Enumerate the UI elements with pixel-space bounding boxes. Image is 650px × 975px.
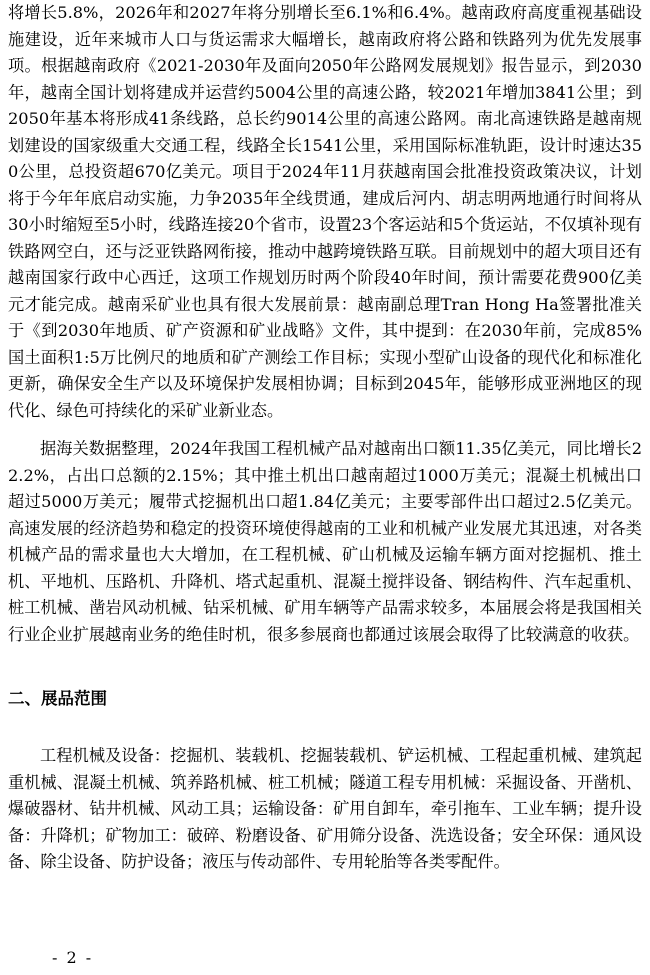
page-number: - 2 - xyxy=(52,948,94,967)
body-paragraph-economy-infrastructure: 将增长5.8%，2026年和2027年将分别增长至6.1%和6.4%。越南政府高度重视基础设施建设，近年来城市人口与货运需求大幅增长，越南政府将公路和铁路列为优先发展事项。根据越南政府《2021-2030年及面向2050年公路网发展规划》报告显示，到2030年，越南全国计划将建成并运营约5004公里的高速公路，较2021年增加3841公里；到2050年基本将形成41条线路，总长约9014公里的高速公路网。南北高速铁路是越南规划建设的国家级重大交通工程，线路全长1541公里，采用国际标准轨距，设计时速达350公里，总投资超670亿美元。项目于2024年11月获越南国会批准投资政策决议，计划将于今年年底启动实施，力争2035年全线贯通，建成后河内、胡志明两地通行时间将从30小时缩短至5小时，线路连接20个省市，设置23个客运站和5个货运站，不仅填补现有铁路网空白，还与泛亚铁路网衔接，推动中越跨境铁路互联。目前规划中的超大项目还有越南国家行政中心西迁，这项工作规划历时两个阶段40年时间，预计需要花费900亿美元才能完成。越南采矿业也具有很大发展前景：越南副总理Tran Hong Ha签署批准关于《到2030年地质、矿产资源和矿业战略》文件，其中提到：在2030年前，完成85%国土面积1:5万比例尺的地质和矿产测绘工作目标；实现小型矿山设备的现代化和标准化更新，确保安全生产以及环境保护发展相协调；目标到2045年，能够形成亚洲地区的现代化、绿色可持续化的采矿业新业态。 xyxy=(8,3,642,420)
section-heading: 二、展品范围 xyxy=(8,689,107,708)
body-paragraph-export-data: 据海关数据整理，2024年我国工程机械产品对越南出口额11.35亿美元，同比增长22.2%，占出口总额的2.15%；其中推土机出口越南超过1000万美元；混凝土机械出口超过5000万美元；履带式挖掘机出口超1.84亿美元；主要零部件出口超过2.5亿美元。高速发展的经济趋势和稳定的投资环境使得越南的工业和机械产业发展尤其迅速，对各类机械产品的需求量也大大增加，在工程机械、矿山机械及运输车辆方面对挖掘机、推土机、平地机、压路机、升降机、塔式起重机、混凝土搅拌设备、钢结构件、汽车起重机、桩工机械、凿岩风动机械、钻采机械、矿用车辆等产品需求较多，本届展会将是我国相关行业企业扩展越南业务的绝佳时机，很多参展商也都通过该展会取得了比较满意的收获。 xyxy=(8,439,642,644)
body-paragraph-exhibit-scope: 工程机械及设备：挖掘机、装载机、挖掘装载机、铲运机械、工程起重机械、建筑起重机械、混凝土机械、筑养路机械、桩工机械；隧道工程专用机械：采掘设备、开凿机、爆破器材、钻井机械、风动工具；运输设备：矿用自卸车，牵引拖车、工业车辆；提升设备：升降机；矿物加工：破碎、粉磨设备、矿用筛分设备、洗选设备；安全环保：通风设备、除尘设备、防护设备；液压与传动部件、专用轮胎等各类零配件。 xyxy=(8,746,642,871)
